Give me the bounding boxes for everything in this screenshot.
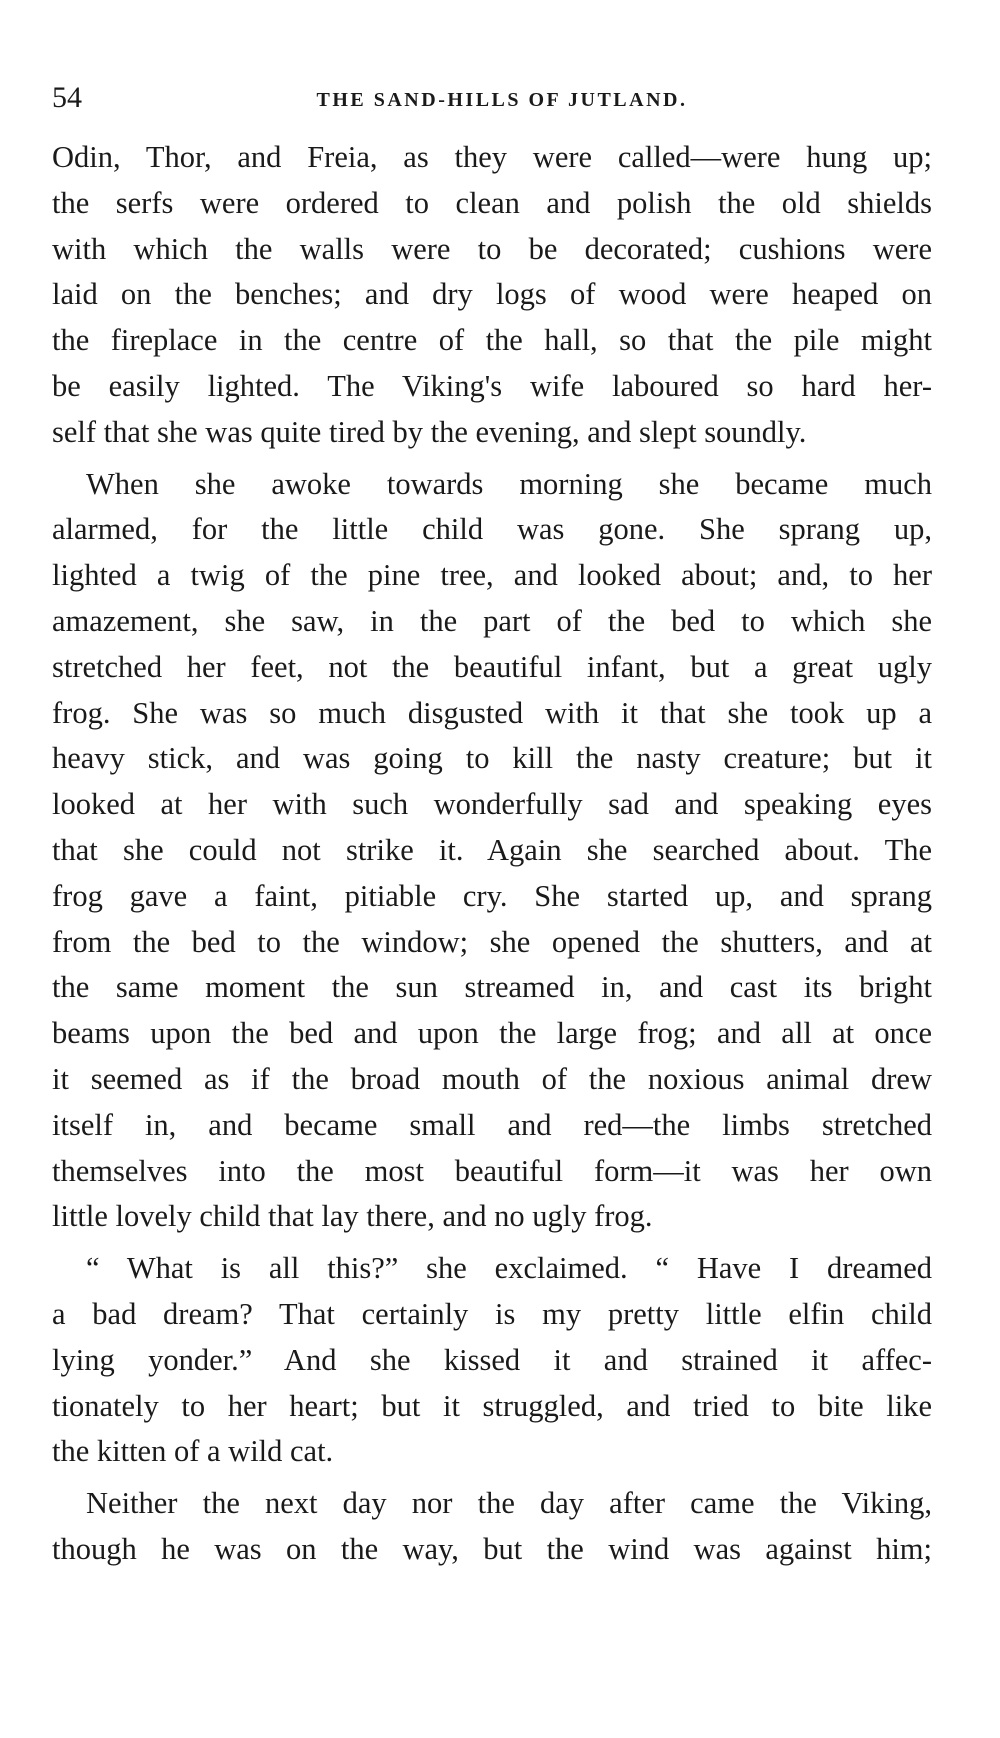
text-line: Neither the next day nor the day after came the Viking, bbox=[86, 1486, 932, 1521]
text-line: amazement, she saw, in the part of the bed to which she bbox=[52, 603, 932, 638]
text-line: alarmed, for the little child was gone. She sprang up, bbox=[52, 512, 932, 547]
text-line: though he was on the way, but the wind was against him; bbox=[52, 1531, 932, 1566]
text-line: frog gave a faint, pitiable cry. She started up, and sprang bbox=[52, 878, 932, 913]
text-line: Odin, Thor, and Freia, as they were called—were hung up; bbox=[52, 140, 932, 174]
text-line: laid on the benches; and dry logs of wood were heaped on bbox=[52, 277, 932, 312]
text-line: tionately to her heart; but it struggled, and tried to bite like bbox=[52, 1388, 932, 1423]
text-line: stretched her feet, not the beautiful infant, but a great ugly bbox=[52, 649, 932, 684]
text-line: little lovely child that lay there, and no ugly frog. bbox=[52, 1199, 653, 1234]
text-line: “ What is all this?” she exclaimed. “ Have I dreamed bbox=[86, 1251, 932, 1286]
text-line: with which the walls were to be decorated; cushions were bbox=[52, 231, 932, 266]
text-line: frog. She was so much disgusted with it that she took up a bbox=[52, 695, 932, 730]
text-line: that she could not strike it. Again she searched about. The bbox=[52, 832, 932, 867]
page-number: 54 bbox=[52, 81, 82, 114]
text-line: the same moment the sun streamed in, and cast its bright bbox=[52, 970, 932, 1005]
text-line: beams upon the bed and upon the large frog; and all at once bbox=[52, 1016, 932, 1051]
text-line: themselves into the most beautiful form—it was her own bbox=[52, 1153, 932, 1188]
text-line: it seemed as if the broad mouth of the noxious animal drew bbox=[52, 1061, 932, 1096]
text-line: lighted a twig of the pine tree, and looked about; and, to her bbox=[52, 558, 932, 593]
paragraph bbox=[52, 462, 932, 1241]
text-line: a bad dream? That certainly is my pretty little elfin child bbox=[52, 1296, 932, 1331]
text-line: be easily lighted. The Viking's wife laboured so hard her- bbox=[52, 368, 932, 403]
text-line: the kitten of a wild cat. bbox=[52, 1434, 334, 1469]
text-line: When she awoke towards morning she became much bbox=[86, 466, 932, 501]
text-line: looked at her with such wonderfully sad and speaking eyes bbox=[52, 787, 932, 822]
text-line: heavy stick, and was going to kill the nasty creature; but it bbox=[52, 741, 932, 776]
paragraph bbox=[52, 1481, 932, 1573]
text-line: self that she was quite tired by the evening, and slept soundly. bbox=[52, 414, 807, 449]
body-text bbox=[52, 135, 932, 1573]
paragraph bbox=[52, 1246, 932, 1475]
text-line: the fireplace in the centre of the hall, so that the pile might bbox=[52, 323, 932, 358]
text-line: the serfs were ordered to clean and polish the old shields bbox=[52, 185, 932, 220]
running-head bbox=[52, 78, 932, 118]
paragraph bbox=[52, 135, 932, 456]
text-line: from the bed to the window; she opened the shutters, and at bbox=[52, 924, 932, 959]
text-line: itself in, and became small and red—the limbs stretched bbox=[52, 1107, 932, 1142]
text-line: lying yonder.” And she kissed it and strained it affec- bbox=[52, 1342, 932, 1377]
running-title: THE SAND-HILLS OF JUTLAND. bbox=[316, 89, 688, 111]
